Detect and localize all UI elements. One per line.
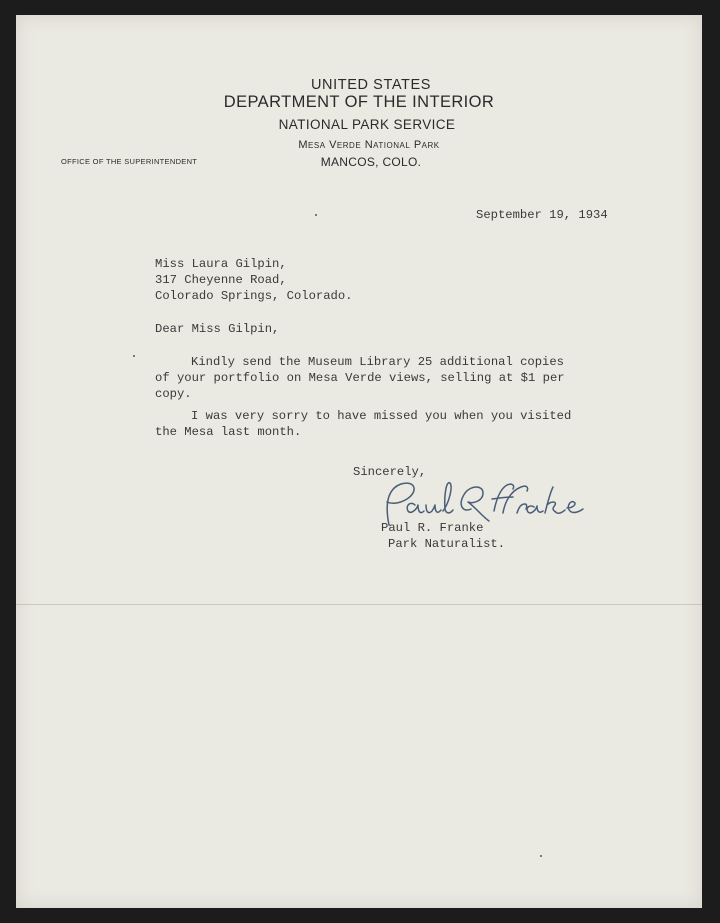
letterhead-department: DEPARTMENT OF THE INTERIOR bbox=[223, 93, 495, 111]
paragraph-1-line-1: Kindly send the Museum Library 25 additional copies bbox=[191, 355, 564, 369]
letterhead-town: MANCOS, COLO. bbox=[320, 155, 422, 169]
letterhead-agency: UNITED STATES bbox=[310, 77, 432, 93]
paragraph-2-line-2: the Mesa last month. bbox=[155, 425, 302, 439]
paragraph-1-line-2: of your portfolio on Mesa Verde views, selling at $1 per bbox=[155, 371, 565, 385]
signer-name: Paul R. Franke bbox=[381, 521, 484, 535]
letterhead-office: OFFICE OF THE SUPERINTENDENT bbox=[61, 157, 198, 166]
recipient-name: Miss Laura Gilpin, bbox=[155, 257, 287, 271]
paragraph-1-line-3: copy. bbox=[155, 387, 192, 401]
signer-title: Park Naturalist. bbox=[388, 537, 506, 551]
recipient-city: Colorado Springs, Colorado. bbox=[155, 289, 353, 303]
paragraph-2-line-1: I was very sorry to have missed you when you visited bbox=[191, 409, 572, 423]
recipient-street: 317 Cheyenne Road, bbox=[155, 273, 287, 287]
paper-speck bbox=[315, 214, 317, 216]
letter-page bbox=[16, 15, 702, 908]
letter-date: September 19, 1934 bbox=[476, 208, 608, 222]
letterhead-service: NATIONAL PARK SERVICE bbox=[278, 117, 456, 132]
salutation: Dear Miss Gilpin, bbox=[155, 322, 280, 336]
letterhead-park: Mesa Verde National Park bbox=[298, 139, 440, 151]
paper-speck bbox=[133, 355, 135, 357]
closing: Sincerely, bbox=[353, 465, 427, 479]
fold-line bbox=[16, 604, 702, 605]
paper-speck bbox=[540, 855, 542, 857]
